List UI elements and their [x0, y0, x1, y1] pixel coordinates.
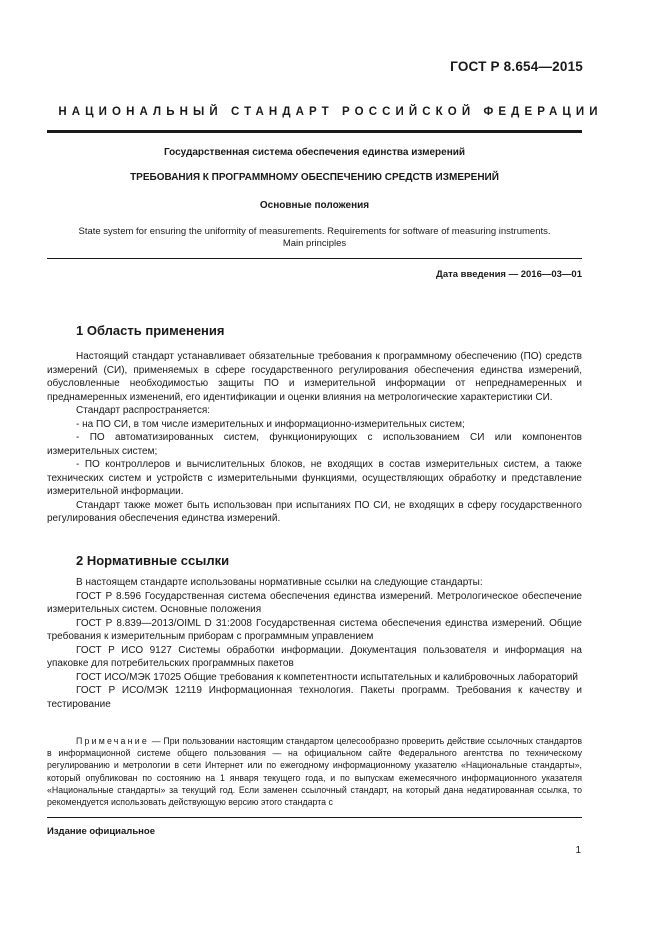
english-title-line1: State system for ensuring the uniformity of measurements. Requirements for software of measuring instruments.	[78, 226, 551, 237]
title-rule	[47, 258, 582, 259]
reference-entry: ГОСТ Р 8.839—2013/OIML D 31:2008 Государственная система обеспечения единства измерений. Общие требования к измерительным приборам с программным управлением	[47, 617, 582, 642]
edition-label: Издание официальное	[47, 826, 155, 837]
reference-entry: ГОСТ Р ИСО 9127 Системы обработки информации. Документация пользователя и информация на упаковке для потребительских программных пакетов	[47, 644, 582, 669]
page-number: 1	[575, 845, 581, 856]
section-2-heading: 2 Нормативные ссылки	[76, 553, 230, 568]
note-label: Примечание	[76, 736, 149, 746]
english-title	[47, 226, 582, 250]
system-title: Государственная система обеспечения единства измерений	[163, 147, 466, 158]
header-rule	[47, 130, 582, 133]
intro-date: Дата введения — 2016—03—01	[436, 269, 582, 280]
section-1-paragraph: - на ПО СИ, в том числе измерительных и информационно-измерительных систем;	[76, 418, 465, 430]
section-1-paragraph: Стандарт распространяется:	[76, 405, 211, 416]
section-1-body	[47, 350, 582, 526]
note	[47, 735, 582, 808]
section-1-paragraph: Настоящий стандарт устанавливает обязательные требования к программному обеспечению (ПО) средств измерений (СИ), применяемых в сфере государственного регулирования обеспечения единства измерений, обусловленные необходимостью защиты ПО и измерительной информации от непреднамеренных и преднамеренных изменений, его идентификации и оценки влияния на метрологические характеристики СИ.	[47, 351, 582, 403]
reference-entry: ГОСТ ИСО/МЭК 17025 Общие требования к компетентности испытательных и калибровочных лабораторий	[76, 671, 578, 683]
main-title: ТРЕБОВАНИЯ К ПРОГРАММНОМУ ОБЕСПЕЧЕНИЮ СРЕДСТВ ИЗМЕРЕНИЙ	[130, 172, 499, 183]
reference-entry: ГОСТ Р ИСО/МЭК 12119 Информационная технология. Пакеты программ. Требования к качеству и тестирование	[47, 685, 582, 710]
section-1-heading: 1 Область применения	[76, 323, 225, 338]
english-title-line2: Main principles	[282, 238, 347, 249]
section-2-paragraph: В настоящем стандарте использованы нормативные ссылки на следующие стандарты:	[76, 577, 483, 588]
note-body: — При пользовании настоящим стандартом целесообразно проверить действие ссылочных стандартов в информационной системе общего пользования — на официальном сайте Федерального агентства по техническому регулированию и метрологии в сети Интернет или по ежегодному информационному указателю «Национальные стандарты», который опубликован по состоянию на 1 января текущего года, и по выпускам ежемесячного информационного указателя «Национальные стандарты» за текущий год. Если заменен ссылочный стандарт, на который дана недатированная ссылка, то рекомендуется использовать действующую версию этого стандарта с	[47, 736, 582, 808]
reference-entry: ГОСТ Р 8.596 Государственная система обеспечения единства измерений. Метрологическое обеспечение измерительных систем. Основные положения	[47, 590, 582, 615]
section-1-paragraph: - ПО контроллеров и вычислительных блоков, не входящих в состав измерительных систем, а также технических систем и устройств с измерительными функциями, осуществляющих обработку и представление измерительной информации.	[47, 459, 582, 497]
document-code: ГОСТ Р 8.654—2015	[450, 59, 583, 74]
section-2-body	[47, 576, 582, 711]
footer-rule	[47, 817, 582, 818]
section-1-paragraph: - ПО автоматизированных систем, функционирующих с использованием СИ или компонентов измерительных систем;	[47, 432, 582, 457]
national-standard-line: НАЦИОНАЛЬНЫЙ СТАНДАРТ РОССИЙСКОЙ ФЕДЕРАЦИИ	[58, 106, 603, 118]
note-paragraph	[47, 735, 582, 808]
subtitle: Основные положения	[259, 200, 370, 211]
section-1-paragraph: Стандарт также может быть использован при испытаниях ПО СИ, не входящих в сферу государственного регулирования обеспечения единства измерений.	[47, 499, 582, 524]
